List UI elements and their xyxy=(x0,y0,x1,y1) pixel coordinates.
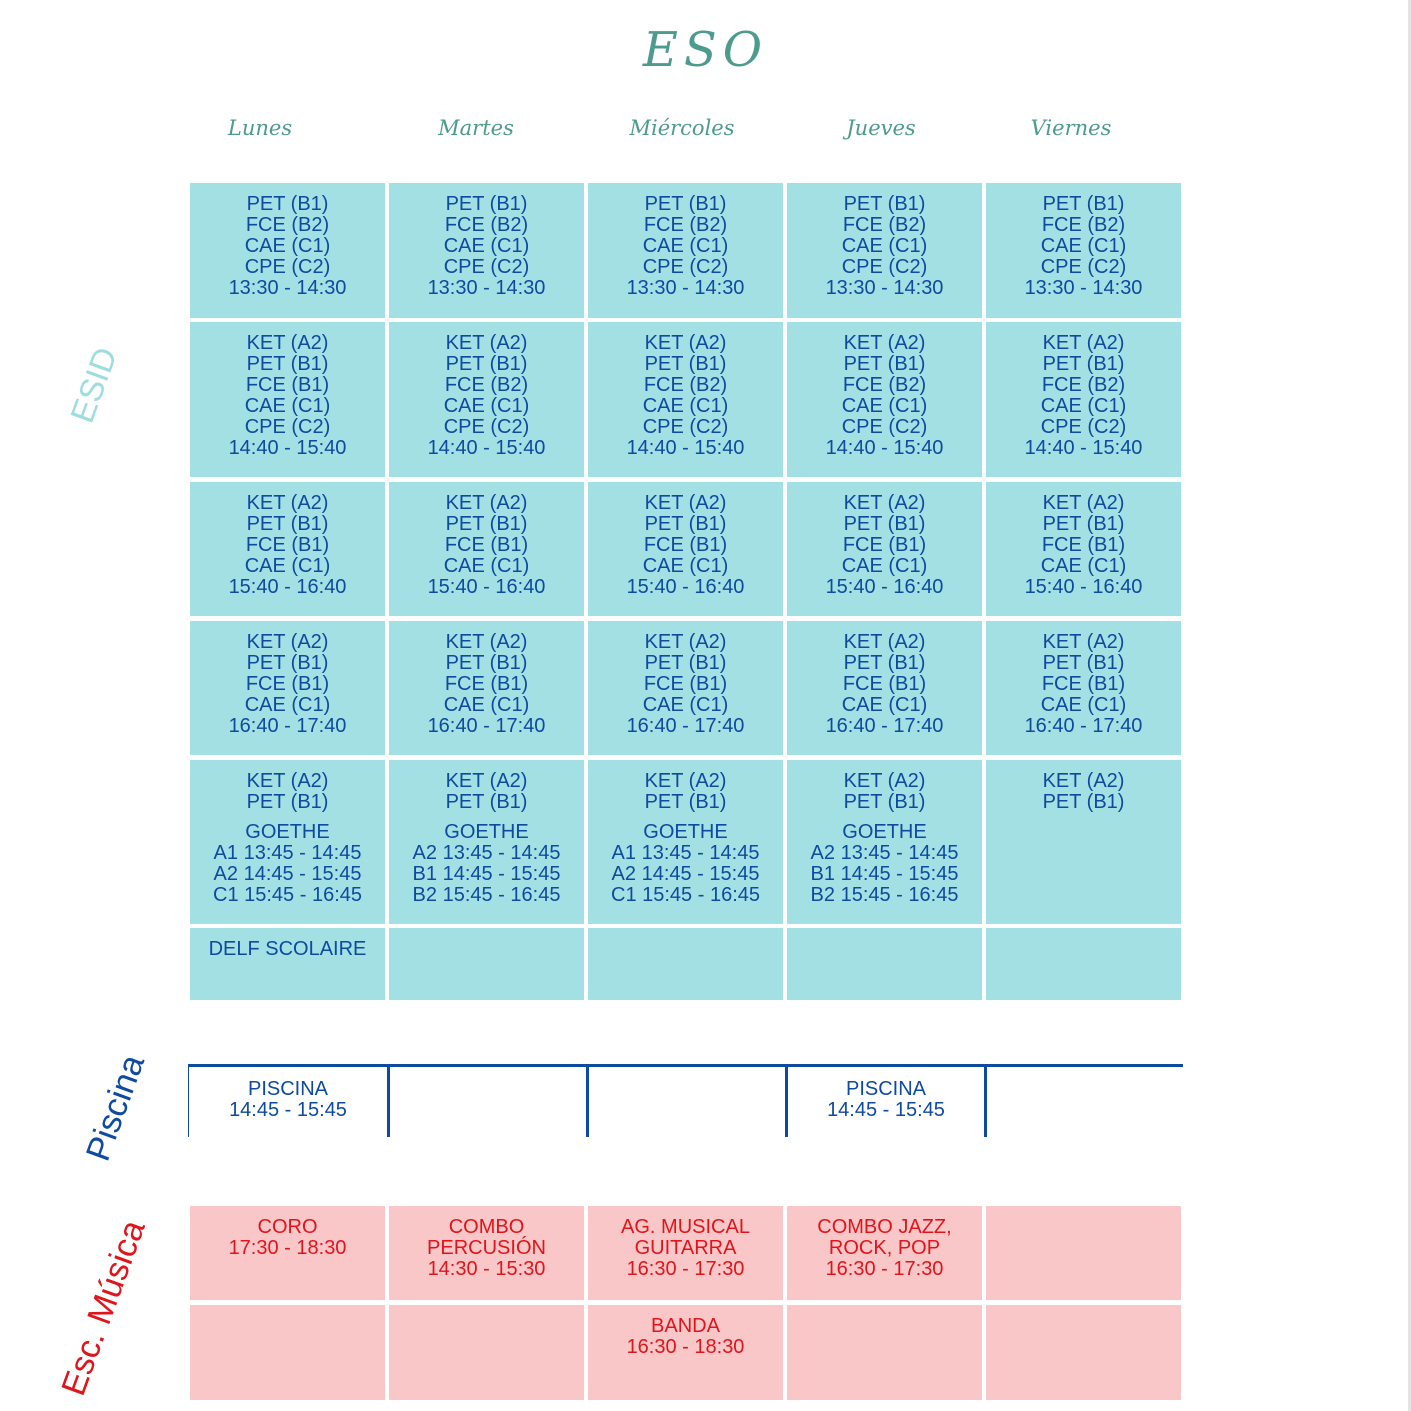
course-line: FCE (B1) xyxy=(842,673,927,695)
activity-line: 14:45 - 15:45 xyxy=(827,1099,945,1121)
course-line: KET (A2) xyxy=(644,631,727,653)
esid-cell-row6-thu xyxy=(787,928,982,1000)
course-line: FCE (B2) xyxy=(643,214,728,236)
course-line: CAE (C1) xyxy=(443,235,530,257)
esid-cell-row2-thu xyxy=(787,322,982,477)
esid-cell-row4-wed xyxy=(588,621,783,755)
course-line: PET (B1) xyxy=(843,652,926,674)
course-line: 16:40 - 17:40 xyxy=(1024,715,1143,737)
course-line: CAE (C1) xyxy=(841,395,928,417)
goethe-line: A2 14:45 - 15:45 xyxy=(213,863,362,885)
esid-cell-row3-mon xyxy=(190,482,385,616)
goethe-line: B1 14:45 - 15:45 xyxy=(412,863,561,885)
course-line: KET (A2) xyxy=(843,770,926,792)
activity-line: PISCINA xyxy=(845,1078,927,1100)
course-line: KET (A2) xyxy=(1042,631,1125,653)
course-line: 16:40 - 17:40 xyxy=(825,715,944,737)
course-line: FCE (B2) xyxy=(444,214,529,236)
musica-cell-row2-mon xyxy=(190,1305,385,1400)
activity-line: BANDA xyxy=(651,1315,720,1337)
esid-cell-row3-thu xyxy=(787,482,982,616)
course-line: KET (A2) xyxy=(246,770,329,792)
piscina-cell-thu xyxy=(785,1064,984,1137)
musica-cell-row1-fri xyxy=(986,1206,1181,1300)
goethe-line: B2 15:45 - 16:45 xyxy=(412,884,561,906)
course-line: CAE (C1) xyxy=(841,235,928,257)
course-line: CAE (C1) xyxy=(443,395,530,417)
course-line: KET (A2) xyxy=(246,492,329,514)
esid-cell-row3-fri xyxy=(986,482,1181,616)
course-line: FCE (B1) xyxy=(444,673,529,695)
goethe-line: C1 15:45 - 16:45 xyxy=(611,884,760,906)
course-line: FCE (B1) xyxy=(842,534,927,556)
course-line: FCE (B2) xyxy=(842,214,927,236)
goethe-line: B2 15:45 - 16:45 xyxy=(810,884,959,906)
course-line: CAE (C1) xyxy=(1040,235,1127,257)
course-line: PET (B1) xyxy=(1042,513,1125,535)
course-line: CPE (C2) xyxy=(642,256,729,278)
goethe-line: A1 13:45 - 14:45 xyxy=(213,842,362,864)
course-line: CAE (C1) xyxy=(642,235,729,257)
activity-line: 17:30 - 18:30 xyxy=(228,1237,347,1259)
course-line: FCE (B1) xyxy=(643,673,728,695)
day-header-tuesday: Martes xyxy=(438,116,514,140)
course-line: 15:40 - 16:40 xyxy=(427,576,546,598)
course-line: CPE (C2) xyxy=(244,256,331,278)
course-line: KET (A2) xyxy=(644,492,727,514)
esid-cell-row5-thu xyxy=(787,760,982,924)
esid-cell-row1-wed xyxy=(588,183,783,318)
day-header-monday: Lunes xyxy=(227,116,293,140)
course-line: FCE (B1) xyxy=(1041,534,1126,556)
goethe-line: A2 13:45 - 14:45 xyxy=(810,842,959,864)
course-line: KET (A2) xyxy=(843,631,926,653)
course-line: 16:40 - 17:40 xyxy=(427,715,546,737)
course-line: KET (A2) xyxy=(445,492,528,514)
course-line: CAE (C1) xyxy=(443,694,530,716)
course-line: KET (A2) xyxy=(1042,770,1125,792)
page-title: ESO xyxy=(642,22,769,78)
course-line: PET (B1) xyxy=(843,513,926,535)
course-line: CAE (C1) xyxy=(642,555,729,577)
goethe-line: A1 13:45 - 14:45 xyxy=(611,842,760,864)
course-line: CAE (C1) xyxy=(244,555,331,577)
goethe-line: A2 13:45 - 14:45 xyxy=(412,842,561,864)
goethe-line: GOETHE xyxy=(842,821,927,843)
course-line: CAE (C1) xyxy=(642,694,729,716)
course-line: PET (B1) xyxy=(1042,791,1125,813)
course-line: CAE (C1) xyxy=(244,395,331,417)
course-line: KET (A2) xyxy=(445,332,528,354)
course-line: PET (B1) xyxy=(445,791,528,813)
course-line: PET (B1) xyxy=(644,193,727,215)
course-line: CAE (C1) xyxy=(443,555,530,577)
activity-line: COMBO JAZZ, xyxy=(817,1216,952,1238)
course-line: KET (A2) xyxy=(445,631,528,653)
activity-line: 16:30 - 18:30 xyxy=(626,1336,745,1358)
course-line: 15:40 - 16:40 xyxy=(1024,576,1143,598)
esid-cell-row4-tue xyxy=(389,621,584,755)
course-line: 14:40 - 15:40 xyxy=(228,437,347,459)
course-line: FCE (B1) xyxy=(444,534,529,556)
activity-line: 14:45 - 15:45 xyxy=(229,1099,347,1121)
course-line: 13:30 - 14:30 xyxy=(626,277,745,299)
course-line: CPE (C2) xyxy=(443,256,530,278)
course-line: CAE (C1) xyxy=(642,395,729,417)
course-line: CAE (C1) xyxy=(244,235,331,257)
course-line: PET (B1) xyxy=(445,193,528,215)
course-line: 13:30 - 14:30 xyxy=(228,277,347,299)
activity-line: CORO xyxy=(257,1216,318,1238)
course-line: PET (B1) xyxy=(644,353,727,375)
course-line: CPE (C2) xyxy=(841,416,928,438)
esid-cell-row6-wed xyxy=(588,928,783,1000)
esid-cell-row5-fri xyxy=(986,760,1181,924)
piscina-cell-tue xyxy=(387,1064,586,1137)
course-line: FCE (B1) xyxy=(245,673,330,695)
course-line: PET (B1) xyxy=(445,513,528,535)
course-line: FCE (B1) xyxy=(245,374,330,396)
course-line: PET (B1) xyxy=(1042,652,1125,674)
course-line: PET (B1) xyxy=(843,193,926,215)
course-line: 15:40 - 16:40 xyxy=(626,576,745,598)
esid-cell-row6-fri xyxy=(986,928,1181,1000)
esid-cell-row2-tue xyxy=(389,322,584,477)
course-line: PET (B1) xyxy=(1042,353,1125,375)
course-line: FCE (B1) xyxy=(643,534,728,556)
course-line: 15:40 - 16:40 xyxy=(825,576,944,598)
course-line: 14:40 - 15:40 xyxy=(1024,437,1143,459)
course-line: CPE (C2) xyxy=(1040,416,1127,438)
course-line: KET (A2) xyxy=(246,631,329,653)
course-line: FCE (B2) xyxy=(842,374,927,396)
activity-line: PISCINA xyxy=(247,1078,329,1100)
course-line: PET (B1) xyxy=(246,193,329,215)
esid-cell-row2-mon xyxy=(190,322,385,477)
musica-cell-row1-tue xyxy=(389,1206,584,1300)
esid-cell-row3-tue xyxy=(389,482,584,616)
course-line: PET (B1) xyxy=(1042,193,1125,215)
activity-line: ROCK, POP xyxy=(828,1237,941,1259)
activity-line: 14:30 - 15:30 xyxy=(427,1258,546,1280)
course-line: KET (A2) xyxy=(843,492,926,514)
course-line: PET (B1) xyxy=(445,353,528,375)
section-label-piscina: Piscina xyxy=(78,1049,153,1166)
esid-cell-row5-mon xyxy=(190,760,385,924)
esid-cell-row1-fri xyxy=(986,183,1181,318)
esid-cell-row1-thu xyxy=(787,183,982,318)
goethe-line: GOETHE xyxy=(444,821,529,843)
course-line: PET (B1) xyxy=(843,353,926,375)
course-line: KET (A2) xyxy=(843,332,926,354)
course-line: CPE (C2) xyxy=(841,256,928,278)
musica-cell-row1-wed xyxy=(588,1206,783,1300)
course-line: FCE (B2) xyxy=(643,374,728,396)
course-line: DELF SCOLAIRE xyxy=(208,938,367,960)
goethe-line: A2 14:45 - 15:45 xyxy=(611,863,760,885)
course-line: PET (B1) xyxy=(644,652,727,674)
course-line: 14:40 - 15:40 xyxy=(427,437,546,459)
course-line: 13:30 - 14:30 xyxy=(427,277,546,299)
musica-cell-row1-mon xyxy=(190,1206,385,1300)
goethe-line: GOETHE xyxy=(245,821,330,843)
course-line: 15:40 - 16:40 xyxy=(228,576,347,598)
course-line: 16:40 - 17:40 xyxy=(626,715,745,737)
course-line: CPE (C2) xyxy=(642,416,729,438)
course-line: PET (B1) xyxy=(246,513,329,535)
day-header-thursday: Jueves xyxy=(846,116,916,140)
goethe-line: C1 15:45 - 16:45 xyxy=(213,884,362,906)
musica-cell-row2-thu xyxy=(787,1305,982,1400)
course-line: 13:30 - 14:30 xyxy=(825,277,944,299)
course-line: 14:40 - 15:40 xyxy=(626,437,745,459)
course-line: CPE (C2) xyxy=(244,416,331,438)
esid-cell-row4-fri xyxy=(986,621,1181,755)
piscina-border-end xyxy=(1179,1064,1181,1067)
course-line: FCE (B2) xyxy=(1041,214,1126,236)
course-line: FCE (B2) xyxy=(1041,374,1126,396)
activity-line: GUITARRA xyxy=(634,1237,737,1259)
course-line: CAE (C1) xyxy=(841,555,928,577)
section-label-esid: ESID xyxy=(62,342,125,428)
esid-cell-row2-fri xyxy=(986,322,1181,477)
esid-cell-row2-wed xyxy=(588,322,783,477)
course-line: PET (B1) xyxy=(644,791,727,813)
course-line: FCE (B2) xyxy=(444,374,529,396)
musica-cell-row2-tue xyxy=(389,1305,584,1400)
esid-cell-row3-wed xyxy=(588,482,783,616)
course-line: PET (B1) xyxy=(644,513,727,535)
esid-cell-row6-tue xyxy=(389,928,584,1000)
esid-cell-row5-wed xyxy=(588,760,783,924)
activity-line: PERCUSIÓN xyxy=(427,1237,546,1259)
course-line: PET (B1) xyxy=(843,791,926,813)
course-line: CPE (C2) xyxy=(1040,256,1127,278)
course-line: PET (B1) xyxy=(246,353,329,375)
course-line: KET (A2) xyxy=(644,770,727,792)
course-line: CPE (C2) xyxy=(443,416,530,438)
course-line: KET (A2) xyxy=(1042,492,1125,514)
course-line: PET (B1) xyxy=(445,652,528,674)
esid-cell-row6-mon xyxy=(190,928,385,1000)
goethe-line: B1 14:45 - 15:45 xyxy=(810,863,959,885)
day-header-wednesday: Miércoles xyxy=(629,116,735,140)
activity-line: 16:30 - 17:30 xyxy=(626,1258,745,1280)
course-line: KET (A2) xyxy=(445,770,528,792)
course-line: PET (B1) xyxy=(246,652,329,674)
musica-cell-row2-wed xyxy=(588,1305,783,1400)
course-line: 16:40 - 17:40 xyxy=(228,715,347,737)
activity-line: AG. MUSICAL xyxy=(621,1216,750,1238)
course-line: KET (A2) xyxy=(644,332,727,354)
course-line: KET (A2) xyxy=(246,332,329,354)
course-line: 14:40 - 15:40 xyxy=(825,437,944,459)
day-header-friday: Viernes xyxy=(1030,116,1112,140)
course-line: CAE (C1) xyxy=(1040,555,1127,577)
course-line: CAE (C1) xyxy=(244,694,331,716)
course-line: KET (A2) xyxy=(1042,332,1125,354)
course-line: FCE (B2) xyxy=(245,214,330,236)
esid-cell-row1-tue xyxy=(389,183,584,318)
piscina-cell-fri xyxy=(984,1064,1183,1137)
activity-line: COMBO xyxy=(448,1216,525,1238)
piscina-cell-wed xyxy=(586,1064,785,1137)
section-label-musica: Esc. Música xyxy=(54,1215,153,1401)
esid-cell-row4-mon xyxy=(190,621,385,755)
course-line: FCE (B1) xyxy=(1041,673,1126,695)
goethe-line: GOETHE xyxy=(643,821,728,843)
piscina-cell-mon xyxy=(188,1064,387,1137)
course-line: FCE (B1) xyxy=(245,534,330,556)
musica-cell-row1-thu xyxy=(787,1206,982,1300)
course-line: 13:30 - 14:30 xyxy=(1024,277,1143,299)
esid-cell-row5-tue xyxy=(389,760,584,924)
esid-cell-row4-thu xyxy=(787,621,982,755)
course-line: CAE (C1) xyxy=(1040,395,1127,417)
esid-cell-row1-mon xyxy=(190,183,385,318)
musica-cell-row2-fri xyxy=(986,1305,1181,1400)
course-line: CAE (C1) xyxy=(841,694,928,716)
activity-line: 16:30 - 17:30 xyxy=(825,1258,944,1280)
course-line: CAE (C1) xyxy=(1040,694,1127,716)
course-line: PET (B1) xyxy=(246,791,329,813)
